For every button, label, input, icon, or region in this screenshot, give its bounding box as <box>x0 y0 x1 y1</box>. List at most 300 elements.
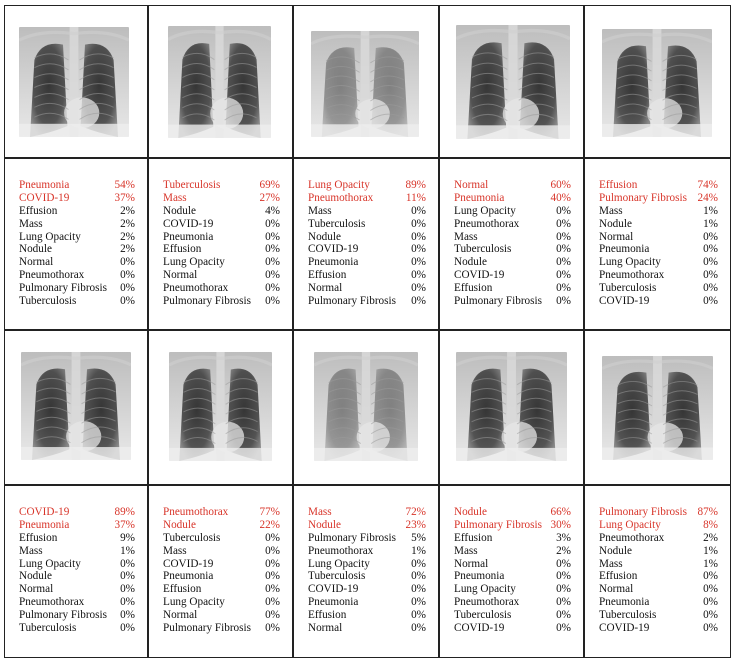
prediction-label: Lung Opacity <box>19 557 81 570</box>
prediction-row <box>163 570 280 583</box>
prediction-row <box>599 231 718 244</box>
prediction-label: Mass <box>19 217 43 230</box>
top-prediction-row <box>308 192 426 205</box>
prediction-label: Normal <box>163 609 198 622</box>
prediction-row <box>599 532 718 545</box>
prediction-probability: 37% <box>114 191 135 204</box>
top-prediction-row <box>163 519 280 532</box>
prediction-list <box>599 179 718 308</box>
prediction-probability: 0% <box>556 230 571 243</box>
prediction-probability: 0% <box>265 544 280 557</box>
prediction-row <box>308 545 426 558</box>
prediction-row <box>599 570 718 583</box>
prediction-probability: 0% <box>703 256 718 269</box>
prediction-label: Pneumonia <box>19 518 70 531</box>
prediction-probability: 4% <box>265 204 280 217</box>
top-prediction-row <box>163 192 280 205</box>
prediction-probability: 0% <box>703 295 718 308</box>
top-prediction-row <box>308 506 426 519</box>
top-prediction-row <box>19 506 135 519</box>
prediction-label: Pneumothorax <box>599 531 665 544</box>
prediction-label: COVID-19 <box>308 583 359 596</box>
prediction-label: Tuberculosis <box>19 295 77 308</box>
prediction-label: Nodule <box>599 544 632 557</box>
prediction-probability: 69% <box>259 179 280 191</box>
prediction-probability: 1% <box>703 204 718 217</box>
prediction-label: Effusion <box>308 269 347 282</box>
xray-image-cell <box>293 5 439 158</box>
prediction-probability: 0% <box>556 622 571 635</box>
prediction-list-cell <box>439 158 584 330</box>
prediction-probability: 0% <box>703 243 718 256</box>
prediction-label: COVID-19 <box>599 295 650 308</box>
prediction-row <box>599 205 718 218</box>
xray-image-cell <box>148 330 293 485</box>
prediction-row <box>454 583 571 596</box>
prediction-row <box>19 596 135 609</box>
prediction-probability: 0% <box>265 269 280 282</box>
prediction-label: Tuberculosis <box>599 282 657 295</box>
prediction-row <box>19 558 135 571</box>
prediction-probability: 0% <box>265 217 280 230</box>
prediction-row <box>454 218 571 231</box>
prediction-probability: 87% <box>697 506 718 518</box>
prediction-label: Lung Opacity <box>599 518 661 531</box>
prediction-row <box>19 231 135 244</box>
prediction-label: Mass <box>308 204 332 217</box>
prediction-list-cell <box>4 485 148 658</box>
prediction-label: Normal <box>454 179 489 191</box>
xray-image-cell <box>584 5 731 158</box>
prediction-row <box>599 609 718 622</box>
prediction-row <box>454 231 571 244</box>
chest-xray-image <box>19 27 129 137</box>
prediction-probability: 5% <box>411 531 426 544</box>
prediction-row <box>163 205 280 218</box>
prediction-label: Nodule <box>163 518 196 531</box>
prediction-label: COVID-19 <box>599 622 650 635</box>
top-prediction-row <box>163 506 280 519</box>
prediction-label: Effusion <box>163 583 202 596</box>
prediction-list-cell <box>4 158 148 330</box>
prediction-probability: 0% <box>411 243 426 256</box>
prediction-row <box>19 256 135 269</box>
prediction-probability: 3% <box>556 531 571 544</box>
top-prediction-row <box>454 192 571 205</box>
prediction-probability: 0% <box>556 217 571 230</box>
prediction-probability: 8% <box>703 518 718 531</box>
prediction-label: Pulmonary Fibrosis <box>308 531 396 544</box>
prediction-probability: 30% <box>550 518 571 531</box>
prediction-row <box>454 609 571 622</box>
prediction-label: Effusion <box>308 609 347 622</box>
prediction-row <box>454 545 571 558</box>
prediction-probability: 2% <box>703 531 718 544</box>
prediction-probability: 40% <box>550 191 571 204</box>
prediction-label: Mass <box>454 230 478 243</box>
prediction-probability: 0% <box>556 243 571 256</box>
prediction-label: Pneumonia <box>308 256 359 269</box>
prediction-probability: 60% <box>550 179 571 191</box>
prediction-probability: 2% <box>120 230 135 243</box>
prediction-list <box>599 506 718 635</box>
prediction-probability: 66% <box>550 506 571 518</box>
prediction-row <box>163 583 280 596</box>
prediction-list <box>454 179 571 308</box>
prediction-probability: 1% <box>703 557 718 570</box>
prediction-row <box>308 570 426 583</box>
prediction-label: Tuberculosis <box>19 622 77 635</box>
prediction-row <box>19 583 135 596</box>
prediction-label: Mass <box>19 544 43 557</box>
prediction-label: Pneumothorax <box>599 269 665 282</box>
prediction-probability: 23% <box>405 518 426 531</box>
prediction-label: Pneumonia <box>163 230 214 243</box>
prediction-probability: 0% <box>703 282 718 295</box>
prediction-probability: 0% <box>556 282 571 295</box>
prediction-list-cell <box>293 158 439 330</box>
prediction-list <box>19 506 135 635</box>
prediction-probability: 89% <box>405 179 426 191</box>
prediction-probability: 0% <box>265 256 280 269</box>
prediction-probability: 0% <box>703 269 718 282</box>
prediction-label: Mass <box>599 204 623 217</box>
prediction-label: Nodule <box>308 230 341 243</box>
prediction-label: COVID-19 <box>163 217 214 230</box>
chest-xray-image <box>456 25 570 139</box>
top-prediction-row <box>454 179 571 192</box>
prediction-probability: 24% <box>697 191 718 204</box>
prediction-row <box>163 282 280 295</box>
prediction-label: Nodule <box>163 204 196 217</box>
prediction-row <box>308 205 426 218</box>
chest-xray-image <box>169 352 272 461</box>
prediction-label: Normal <box>599 583 634 596</box>
prediction-label: Pneumonia <box>599 596 650 609</box>
chest-xray-image <box>168 26 271 138</box>
prediction-row <box>599 558 718 571</box>
prediction-row <box>308 256 426 269</box>
prediction-probability: 0% <box>411 609 426 622</box>
prediction-row <box>308 282 426 295</box>
prediction-label: Pneumothorax <box>163 282 229 295</box>
prediction-label: Pulmonary Fibrosis <box>454 295 542 308</box>
prediction-label: Mass <box>599 557 623 570</box>
prediction-row <box>454 570 571 583</box>
prediction-probability: 0% <box>411 557 426 570</box>
prediction-row <box>454 295 571 308</box>
chest-xray-image <box>602 29 712 137</box>
prediction-probability: 0% <box>703 609 718 622</box>
prediction-label: Effusion <box>19 204 58 217</box>
prediction-row <box>308 231 426 244</box>
top-prediction-row <box>19 192 135 205</box>
prediction-probability: 9% <box>120 531 135 544</box>
prediction-probability: 0% <box>120 609 135 622</box>
prediction-row <box>19 609 135 622</box>
prediction-label: Pulmonary Fibrosis <box>308 295 396 308</box>
prediction-probability: 0% <box>265 531 280 544</box>
prediction-probability: 0% <box>556 596 571 609</box>
prediction-row <box>19 282 135 295</box>
prediction-label: Normal <box>19 256 54 269</box>
prediction-probability: 0% <box>411 269 426 282</box>
prediction-row <box>19 622 135 635</box>
prediction-probability: 0% <box>120 583 135 596</box>
prediction-label: Nodule <box>454 506 487 518</box>
prediction-label: Pulmonary Fibrosis <box>163 295 251 308</box>
prediction-probability: 0% <box>556 269 571 282</box>
prediction-label: Lung Opacity <box>19 230 81 243</box>
prediction-row <box>19 532 135 545</box>
prediction-probability: 0% <box>556 295 571 308</box>
top-prediction-row <box>19 519 135 532</box>
prediction-label: Tuberculosis <box>599 609 657 622</box>
prediction-row <box>454 282 571 295</box>
prediction-row <box>19 269 135 282</box>
prediction-probability: 1% <box>411 544 426 557</box>
prediction-list-cell <box>584 485 731 658</box>
prediction-label: Pneumonia <box>19 179 70 191</box>
prediction-label: Pneumothorax <box>454 596 520 609</box>
prediction-row <box>599 218 718 231</box>
prediction-probability: 0% <box>120 256 135 269</box>
prediction-label: Effusion <box>163 243 202 256</box>
prediction-label: COVID-19 <box>19 506 70 518</box>
xray-image-cell <box>439 330 584 485</box>
prediction-label: Mass <box>454 544 478 557</box>
prediction-row <box>163 243 280 256</box>
prediction-label: Effusion <box>599 570 638 583</box>
prediction-row <box>599 622 718 635</box>
xray-image-cell <box>584 330 731 485</box>
prediction-probability: 0% <box>411 295 426 308</box>
chest-xray-image <box>456 352 567 461</box>
prediction-probability: 77% <box>259 506 280 518</box>
top-prediction-row <box>599 192 718 205</box>
prediction-row <box>163 295 280 308</box>
prediction-row <box>308 218 426 231</box>
prediction-probability: 0% <box>411 570 426 583</box>
prediction-list <box>163 506 280 635</box>
prediction-list-cell <box>439 485 584 658</box>
top-prediction-row <box>599 506 718 519</box>
prediction-label: Pneumonia <box>599 243 650 256</box>
prediction-row <box>308 295 426 308</box>
prediction-row <box>163 256 280 269</box>
prediction-label: Pulmonary Fibrosis <box>599 191 687 204</box>
prediction-probability: 74% <box>697 179 718 191</box>
prediction-label: Pneumothorax <box>163 506 229 518</box>
prediction-row <box>19 205 135 218</box>
prediction-probability: 2% <box>120 217 135 230</box>
prediction-row <box>599 545 718 558</box>
prediction-label: Mass <box>308 506 332 518</box>
prediction-probability: 2% <box>120 243 135 256</box>
prediction-list-cell <box>584 158 731 330</box>
prediction-probability: 0% <box>703 622 718 635</box>
top-prediction-row <box>308 179 426 192</box>
prediction-label: Lung Opacity <box>599 256 661 269</box>
prediction-row <box>163 545 280 558</box>
xray-image-cell <box>4 330 148 485</box>
prediction-label: Nodule <box>19 243 52 256</box>
prediction-label: Mass <box>163 191 187 204</box>
prediction-probability: 0% <box>411 622 426 635</box>
prediction-label: Lung Opacity <box>308 557 370 570</box>
prediction-label: Normal <box>308 622 343 635</box>
prediction-row <box>454 558 571 571</box>
prediction-probability: 0% <box>556 557 571 570</box>
prediction-probability: 54% <box>114 179 135 191</box>
prediction-label: Pneumonia <box>454 570 505 583</box>
prediction-label: Tuberculosis <box>308 217 366 230</box>
prediction-probability: 0% <box>120 269 135 282</box>
prediction-label: Effusion <box>454 531 493 544</box>
prediction-label: Normal <box>599 230 634 243</box>
prediction-row <box>308 558 426 571</box>
prediction-row <box>163 558 280 571</box>
top-prediction-row <box>599 519 718 532</box>
prediction-probability: 0% <box>265 583 280 596</box>
xray-image-cell <box>148 5 293 158</box>
prediction-row <box>599 583 718 596</box>
xray-image-cell <box>439 5 584 158</box>
prediction-label: Pulmonary Fibrosis <box>163 622 251 635</box>
prediction-probability: 0% <box>556 583 571 596</box>
prediction-label: Effusion <box>454 282 493 295</box>
prediction-row <box>308 532 426 545</box>
xray-image-cell <box>4 5 148 158</box>
top-prediction-row <box>454 519 571 532</box>
prediction-label: Mass <box>163 544 187 557</box>
prediction-row <box>599 269 718 282</box>
prediction-row <box>454 243 571 256</box>
prediction-probability: 0% <box>411 204 426 217</box>
prediction-label: Lung Opacity <box>308 179 370 191</box>
prediction-label: Pneumothorax <box>454 217 520 230</box>
prediction-probability: 0% <box>411 583 426 596</box>
prediction-label: Pulmonary Fibrosis <box>454 518 542 531</box>
prediction-row <box>19 570 135 583</box>
prediction-label: Nodule <box>599 217 632 230</box>
prediction-label: Normal <box>163 269 198 282</box>
prediction-label: COVID-19 <box>454 622 505 635</box>
prediction-row <box>599 243 718 256</box>
prediction-row <box>599 256 718 269</box>
prediction-probability: 0% <box>120 295 135 308</box>
prediction-row <box>163 532 280 545</box>
prediction-label: Tuberculosis <box>163 179 221 191</box>
prediction-row <box>308 622 426 635</box>
prediction-list <box>454 506 571 635</box>
prediction-probability: 0% <box>556 609 571 622</box>
prediction-label: Normal <box>19 583 54 596</box>
prediction-probability: 1% <box>120 544 135 557</box>
prediction-probability: 0% <box>265 570 280 583</box>
prediction-row <box>454 532 571 545</box>
prediction-row <box>454 256 571 269</box>
prediction-probability: 0% <box>265 295 280 308</box>
prediction-label: Pneumonia <box>454 191 505 204</box>
prediction-row <box>19 243 135 256</box>
prediction-probability: 0% <box>265 596 280 609</box>
prediction-row <box>308 243 426 256</box>
prediction-row <box>163 622 280 635</box>
prediction-row <box>308 269 426 282</box>
prediction-list <box>308 506 426 635</box>
prediction-label: Tuberculosis <box>454 609 512 622</box>
prediction-row <box>163 231 280 244</box>
prediction-label: Lung Opacity <box>163 256 225 269</box>
prediction-row <box>163 218 280 231</box>
prediction-row <box>308 596 426 609</box>
prediction-probability: 0% <box>556 204 571 217</box>
prediction-label: Pulmonary Fibrosis <box>19 282 107 295</box>
prediction-probability: 22% <box>259 518 280 531</box>
prediction-label: COVID-19 <box>308 243 359 256</box>
chest-xray-image <box>311 31 419 137</box>
prediction-probability: 0% <box>265 230 280 243</box>
prediction-probability: 72% <box>405 506 426 518</box>
prediction-list <box>163 179 280 308</box>
prediction-label: Pulmonary Fibrosis <box>599 506 687 518</box>
prediction-probability: 1% <box>703 217 718 230</box>
prediction-probability: 0% <box>703 596 718 609</box>
prediction-label: Pneumothorax <box>308 544 374 557</box>
prediction-label: Normal <box>308 282 343 295</box>
prediction-label: COVID-19 <box>454 269 505 282</box>
prediction-row <box>599 282 718 295</box>
prediction-probability: 0% <box>411 282 426 295</box>
prediction-probability: 0% <box>703 230 718 243</box>
prediction-row <box>163 269 280 282</box>
prediction-label: Lung Opacity <box>454 583 516 596</box>
prediction-list-cell <box>148 158 293 330</box>
prediction-label: Tuberculosis <box>454 243 512 256</box>
prediction-label: Tuberculosis <box>308 570 366 583</box>
prediction-label: Pneumonia <box>163 570 214 583</box>
xray-image-cell <box>293 330 439 485</box>
prediction-label: Effusion <box>19 531 58 544</box>
prediction-list-cell <box>148 485 293 658</box>
prediction-row <box>454 205 571 218</box>
prediction-row <box>599 596 718 609</box>
top-prediction-row <box>19 179 135 192</box>
prediction-probability: 0% <box>265 243 280 256</box>
top-prediction-row <box>599 179 718 192</box>
prediction-probability: 0% <box>703 583 718 596</box>
prediction-probability: 2% <box>556 544 571 557</box>
prediction-label: Pneumothorax <box>308 191 374 204</box>
chest-xray-image <box>314 352 418 461</box>
prediction-probability: 0% <box>265 282 280 295</box>
prediction-label: COVID-19 <box>19 191 70 204</box>
prediction-label: Nodule <box>454 256 487 269</box>
prediction-probability: 0% <box>265 609 280 622</box>
prediction-row <box>19 295 135 308</box>
prediction-probability: 0% <box>703 570 718 583</box>
prediction-label: Pneumonia <box>308 596 359 609</box>
prediction-label: Pneumothorax <box>19 269 85 282</box>
prediction-row <box>454 269 571 282</box>
prediction-label: Nodule <box>308 518 341 531</box>
prediction-probability: 89% <box>114 506 135 518</box>
prediction-label: Normal <box>454 557 489 570</box>
top-prediction-row <box>163 179 280 192</box>
prediction-probability: 0% <box>120 557 135 570</box>
prediction-probability: 0% <box>120 596 135 609</box>
